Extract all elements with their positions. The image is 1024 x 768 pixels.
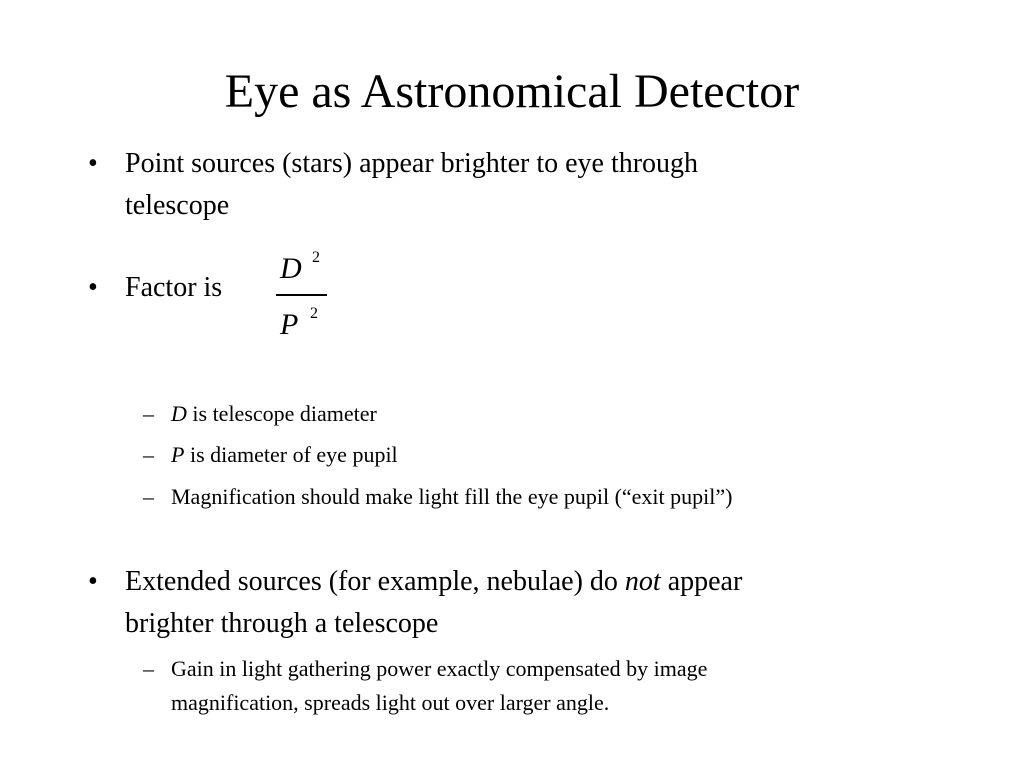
sub-item-text-line1: Gain in light gathering power exactly compensated by image bbox=[171, 656, 708, 681]
sub-item-text: is diameter of eye pupil bbox=[184, 442, 398, 467]
sub-item-gain bbox=[143, 652, 923, 720]
bullet-marker: • bbox=[88, 272, 98, 303]
bullet-extended-sources bbox=[88, 561, 948, 645]
sub-marker: – bbox=[143, 401, 154, 426]
bullet-marker: • bbox=[88, 566, 98, 597]
formula-numerator-exponent: 2 bbox=[312, 249, 320, 266]
bullet-text-line1: Point sources (stars) appear brighter to eye through bbox=[125, 148, 699, 179]
bullet-text-line2: brighter through a telescope bbox=[125, 608, 439, 639]
sub-item-text: is telescope diameter bbox=[186, 401, 377, 426]
sub-item-d bbox=[143, 397, 903, 431]
sub-marker: – bbox=[143, 442, 154, 467]
bullet-text-emphasis: not bbox=[624, 566, 661, 597]
bullet-text-pre: Extended sources (for example, nebulae) do bbox=[125, 566, 625, 597]
formula-denominator-exponent: 2 bbox=[310, 305, 318, 322]
sub-marker: – bbox=[143, 656, 154, 681]
formula-numerator: D bbox=[280, 252, 302, 285]
bullet-factor bbox=[88, 267, 388, 309]
sub-item-p bbox=[143, 438, 903, 472]
bullet-point-sources bbox=[88, 143, 948, 233]
sub-item-magnification bbox=[143, 480, 923, 514]
factor-formula bbox=[274, 244, 334, 344]
bullet-marker: • bbox=[88, 148, 98, 179]
sub-item-text-line2: magnification, spreads light out over larger angle. bbox=[171, 690, 610, 715]
variable-d: D bbox=[171, 401, 187, 426]
sub-marker: – bbox=[143, 484, 154, 509]
sub-item-text: Magnification should make light fill the eye pupil (“exit pupil”) bbox=[171, 484, 733, 509]
bullet-factor-label: Factor is bbox=[125, 272, 223, 303]
slide-title: Eye as Astronomical Detector bbox=[224, 65, 800, 118]
bullet-text-line2: telescope bbox=[125, 190, 230, 221]
variable-p: P bbox=[171, 442, 185, 467]
bullet-text-post: appear bbox=[660, 566, 743, 597]
formula-denominator: P bbox=[280, 308, 299, 341]
bullet-text-line1 bbox=[125, 561, 742, 603]
fraction-bar bbox=[276, 294, 327, 296]
